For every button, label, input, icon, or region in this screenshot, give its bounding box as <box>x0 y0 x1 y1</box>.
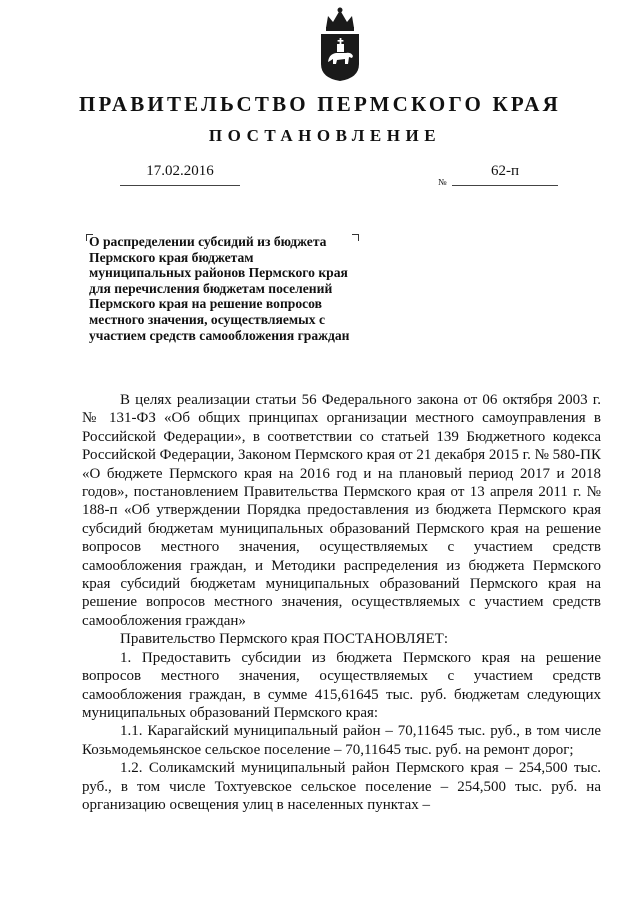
government-title: ПРАВИТЕЛЬСТВО ПЕРМСКОГО КРАЯ <box>78 92 561 116</box>
number-underline <box>452 185 558 186</box>
document-subject: О распределении субсидий из бюджета Пермского края бюджетам муниципальных районов Пермского края для перечисления бюджетам поселений Пермского края на решение вопросов местного значения, осуществляемых с участием средств самообложения граждан <box>89 234 350 343</box>
resolution-paragraph: Правительство Пермского края ПОСТАНОВЛЯЕТ: <box>120 631 449 648</box>
preamble-paragraph: В целях реализации статьи 56 Федерального закона от 06 октября 2003 г. № 131-ФЗ «Об общих принципах организации местного самоуправления в Российской Федерации», в соответствии со статьей 139 Бюджетного кодекса Российской Федерации, Законом Пермского края от 21 декабря 2015 г. № 580-ПК «О бюджете Пермского края на 2016 год и на плановый период 2017 и 2018 годов», постановлением Правительства Пермского края от 13 апреля 2011 г. № 188-п «Об утверждении Порядка предоставления из бюджета Пермского края субсидий бюджетам муниципальных образований Пермского края на решение вопросов местного значения, осуществляемых с участием средств самообложения граждан, и Методики распределения из бюджета Пермского края субсидий бюджетам муниципальных образований Пермского края на решение вопросов местного значения, осуществляемых с участием средств самообложения граждан» <box>82 392 602 629</box>
document-type: ПОСТАНОВЛЕНИЕ <box>208 126 442 145</box>
document-date: 17.02.2016 <box>146 163 214 179</box>
clause-1-1-paragraph: 1.1. Карагайский муниципальный район – 70,11645 тыс. руб., в том числе Козьмодемьянское сельское поселение – 70,11645 тыс. руб. на ремонт дорог; <box>82 723 601 758</box>
clause-1-paragraph: 1. Предоставить субсидии из бюджета Пермского края на решение вопросов местного значения, осуществляемых с участием средств самообложения граждан, в сумме 415,61645 тыс. руб. бюджетам следующих муниципальных образований Пермского края: <box>82 649 601 721</box>
clause-1-2-paragraph: 1.2. Соликамский муниципальный район Пермского края – 254,500 тыс. руб., в том числе Тохтуевское сельское поселение – 254,500 тыс. руб. на организацию освещения улиц в населенных пунктах – <box>82 760 601 813</box>
coat-of-arms-icon <box>319 6 361 82</box>
document-body <box>82 391 601 814</box>
document-number: 62-п <box>490 163 520 179</box>
number-sign: № <box>438 177 447 187</box>
date-underline <box>120 185 240 186</box>
